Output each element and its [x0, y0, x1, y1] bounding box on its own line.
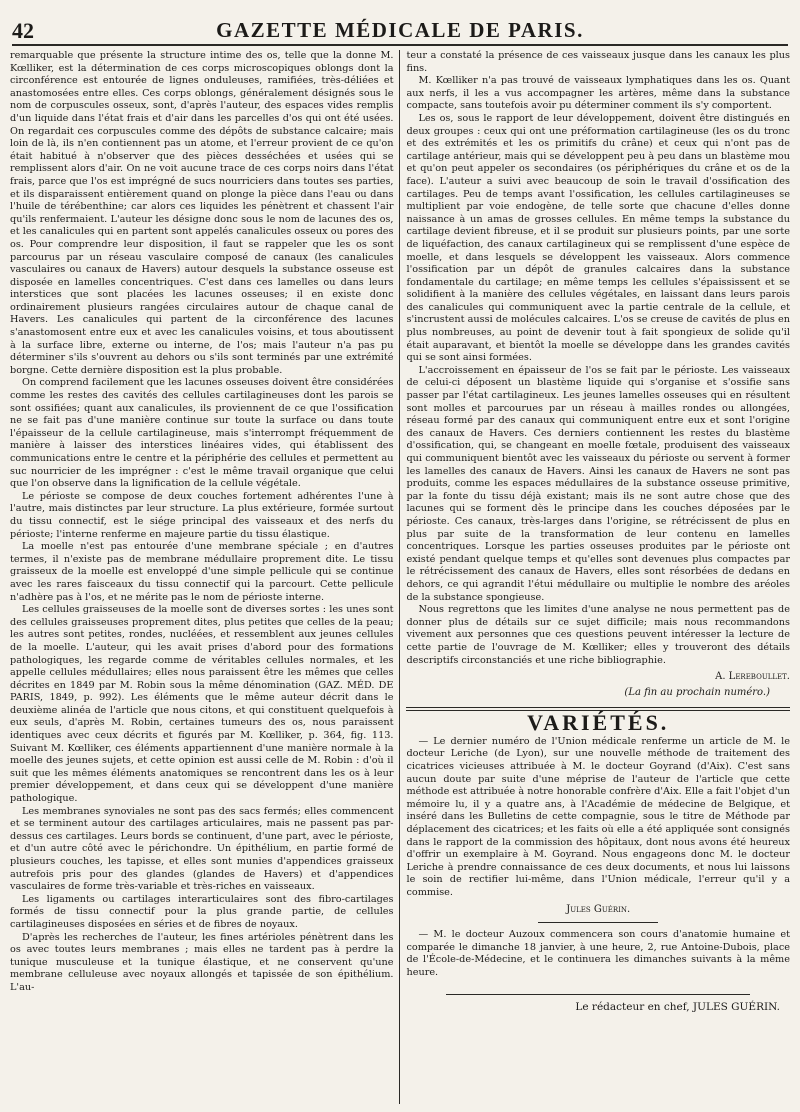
paragraph: teur a constaté la présence de ces vaisseaux jusque dans les canaux les plus fins. — [406, 50, 790, 74]
paragraph: Les ligaments ou cartilages interarticulaires sont des fibro-cartilages formés de tissu connectif pour la plus grande partie, de cellules cartilagineuses disposées en séries et de fibres de noyaux. — [10, 893, 394, 930]
left-column — [10, 50, 399, 1104]
editor-line: Le rédacteur en chef, JULES GUÉRIN. — [575, 1000, 780, 1013]
paragraph: Le périoste se compose de deux couches fortement adhérentes l'une à l'autre, mais distinctes par leur structure. La plus extérieure, formée surtout du tissu connectif, est le siége principal des vaisseaux et des nerfs du périoste; l'interne renferme en majeure partie du tissu élastique. — [10, 490, 394, 540]
paragraph: Les membranes synoviales ne sont pas des sacs fermés; elles commencent et se terminent autour des cartilages articulaires, mais ne passent pas par-dessus ces cartilages. Leurs bords se continuent, d'une part, avec le périoste, et d'un autre côté avec le périchondre. Un épithélium, en partie formé de plusieurs couches, les tapisse, et elles sont munies d'appendices graisseux autrefois pris pour des glandes (glandes de Havers) et d'appendices vasculaires de forme très-variable et très-riches en vaisseaux. — [10, 805, 394, 893]
paragraph: remarquable que présente la structure intime des os, telle que la donne M. Kœlliker, est la détermination de ces corps microscopiques oblongs dont la circonférence est entourée de lignes onduleuses, ramifiées, très-déliées et anastomosées entre elles. Ces corps oblongs, généralement désignés sous le nom de corpuscules osseux, sont, d'après l'auteur, des espaces vides remplis d'un liquide dans l'état frais et d'air dans les parcelles d'os qui ont été usées. On regardait ces corpuscules comme des dépôts de substance calcaire; mais loin de là, ils n'en contiennent pas un atome, et l'erreur provient de ce qu'on était habitué à n'observer que des pièces desséchées et usées qui se remplissent alors d'air. On ne voit aucune trace de ces corps noirs dans l'état frais, parce que l'os est imprégné de sucs nourriciers dans toutes ses parties, et ils disparaissent entièrement quand on plonge la pièce dans l'eau ou dans l'huile de térébenthine; car alors ces liquides les pénètrent et chassent l'air qu'ils renfermaient. L'auteur les désigne donc sous le nom de lacunes des os, et les canalicules qui en partent sont appelés canalicules osseux ou pores des os. Pour comprendre leur disposition, il faut se rappeler que les os sont parcourus par un réseau vasculaire composé de canaux (les canalicules vasculaires ou canaux de Havers) autour desquels la substance osseuse est disposée en lamelles concentriques. C'est dans ces lamelles ou dans leurs interstices que sont placées les lacunes osseuses; il en existe donc ordinairement plusieurs rangées circulaires autour de chaque canal de Havers. Les canalicules qui partent de la circonférence des lacunes s'anastomosent entre eux et avec les canalicules voisins, et tous aboutissent à la surface libre, externe ou interne, de l'os; mais l'auteur n'a pas pu déterminer s'ils s'ouvrent au dehors ou s'ils sont terminés par une extrémité borgne. Cette dernière disposition est la plus probable. — [10, 50, 394, 376]
footer-divider — [446, 994, 750, 995]
page-number: 42 — [12, 18, 34, 43]
paragraph: Nous regrettons que les limites d'une analyse ne nous permettent pas de donner plus de détails sur ce sujet difficile; mais nous recommandons vivement aux personnes que ces questions peuvent intéresser la lecture de cette partie de l'ouvrage de M. Kœlliker; elles y trouveront des détails descriptifs circonstanciés et une riche bibliographie. — [406, 604, 790, 666]
paragraph: Les cellules graisseuses de la moelle sont de diverses sortes : les unes sont des cellules graisseuses proprement dites, plus petites que celles de la peau; les autres sont petites, rondes, nucléées, et ressemblent aux jeunes cellules de la moelle. L'auteur, qui les avait prises d'abord pour des formations pathologiques, les regarde comme de véritables cellules normales, et les appelle cellules médullaires; elles nous paraissent être les mêmes que celles décrites en 1849 par M. Robin sous la même dénomination (GAZ. MÉD. DE PARIS, 1849, p. 992). Les éléments que le même auteur décrit dans le deuxième alinéa de l'article que nous citons, et qui constituent quelquefois à eux seuls, d'après M. Robin, certaines tumeurs des os, nous paraissent identiques avec ceux décrits et figurés par M. Kœlliker, p. 364, fig. 113. Suivant M. Kœlliker, ces éléments appartiennent d'une manière normale à la moelle des jeunes sujets, et cette opinion est aussi celle de M. Robin : d'où il suit que les mêmes éléments anatomiques se rencontrent dans les os à leur premier développement, et dans ceux qui se développent d'une manière pathologique. — [10, 604, 394, 805]
varietes-item: — Le dernier numéro de l'Union médicale renferme un article de M. le docteur Leriche (de Lyon), sur une nouvelle méthode de traitement des cicatrices vicieuses attribuée à M. le docteur Goyrand (d'Aix). C'est sans aucun doute par suite d'une méprise de l'auteur de l'article que cette méthode est attribuée à notre honorable confrère d'Aix. Elle a fait l'objet d'un mémoire lu, il y a quatre ans, à l'Académie de médecine de Belgique, et inséré dans les Bulletins de cette compagnie, sous le titre de Méthode par déplacement des cicatrices; et les faits où elle a été appliquée sont consignés dans le rapport de la commission des hôpitaux, dont nous avons été heureux d'offrir un exemplaire à M. Goyrand. Nous engageons donc M. le docteur Leriche à prendre connaissance de ces deux documents, et nous lui laissons le soin de rectifier lui-même, dans l'Union médicale, l'erreur qu'il y a commise. — [406, 735, 790, 898]
paragraph: L'accroissement en épaisseur de l'os se fait par le périoste. Les vaisseaux de celui-ci déposent un blastème liquide qui s'organise et s'ossifie sans passer par l'état cartilagineux. Les jeunes lamelles osseuses qui en résultent sont molles et parcourues par un réseau à mailles rondes ou allongées, réseau formé par des canaux qui communiquent entre eux et sont l'origine des canaux de Havers. Ces derniers contiennent les restes du blastème d'ossification, qui, se changeant en moelle fœtale, produisent des vaisseaux qui communiquent bientôt avec les vaisseaux du périoste ou servent à former les lamelles des canaux de Havers. Ainsi les canaux de Havers ne sont pas produits, comme les espaces médullaires de la substance osseuse primitive, par la fonte du tissu déjà existant; mais ils ne sont autre chose que des lacunes qui se forment dès le principe dans les couches déposées par le périoste. Ces canaux, très-larges dans l'origine, se rétrécissent de plus en plus par suite de la transformation de leur contenu en lamelles concentriques. Lorsque les parties osseuses produites par le périoste ont existé pendant quelque temps et qu'elles sont devenues plus compactes par le rétrécissement des canaux de Havers, elles sont résorbées de dedans en dehors, ce qui agrandit l'étui médullaire ou multiplie le nombre des aréoles de la substance spongieuse. — [406, 364, 790, 603]
varietes-item: — M. le docteur Auzoux commencera son cours d'anatomie humaine et comparée le dimanche 18 janvier, à une heure, 2, rue Antoine-Dubois, place de l'École-de-Médecine, et le continuera les dimanches suivants à la même heure. — [406, 929, 790, 978]
paragraph: On comprend facilement que les lacunes osseuses doivent être considérées comme les restes des cavités des cellules cartilagineuses dont les parois se sont ossifiées; quant aux canalicules, ils proviennent de ce que l'ossification ne se fait pas d'une manière continue sur toute la surface ou dans toute l'épaisseur de la cellule cartilagineuse, mais s'interrompt fréquemment de manière à laisser des interstices linéaires vides, qui établissent des communications entre le centre et la périphérie des cellules et permettent au suc nourricier de les imprégner : c'est le même travail organique que celui que l'on observe dans la lignification de la cellule végétale. — [10, 377, 394, 490]
article-signature: A. Lereboullet. — [715, 671, 790, 683]
item-signature: Jules Guérin. — [566, 903, 631, 915]
paragraph: La moelle n'est pas entourée d'une membrane spéciale ; en d'autres termes, il n'existe pas de membrane médullaire proprement dite. Le tissu graisseux de la moelle est enveloppé d'une simple pellicule qui se continue avec les rares faisceaux du tissu connectif qui la parcourt. Cette pellicule n'adhère pas à l'os, et ne mérite pas le nom de périoste interne. — [10, 541, 394, 603]
paragraph: D'après les recherches de l'auteur, les fines artérioles pénètrent dans les os avec toutes leurs membranes ; mais elles ne tardent pas à perdre la tunique musculeuse et la tunique élastique, et ne conservent qu'une membrane celluleuse avec noyaux allongés et tapissée de son épithélium. L'au- — [10, 931, 394, 993]
continuation-note: (La fin au prochain numéro.) — [624, 686, 770, 698]
paragraph: M. Kœlliker n'a pas trouvé de vaisseaux lymphatiques dans les os. Quant aux nerfs, il les a vus accompagner les artères, même dans la substance compacte, sans toutefois avoir pu déterminer comment ils s'y comportent. — [406, 75, 790, 112]
item-divider — [538, 922, 658, 923]
text-columns — [10, 50, 790, 1104]
right-column — [399, 50, 790, 1104]
page-header — [12, 18, 788, 46]
section-title-varietes: VARIÉTÉS. — [527, 710, 670, 736]
paragraph: Les os, sous le rapport de leur développement, doivent être distingués en deux groupes : ceux qui ont une préformation cartilagineuse (les os du tronc et des extrémités et les os primitifs du crâne) et ceux qui n'ont pas de cartilage antérieur, mais qui se développent peu à peu dans un blastème mou et qu'on peut appeler os secondaires (os périphériques du crâne et os de la face). L'auteur a suivi avec beaucoup de soin le travail d'ossification des cartilages. Peu de temps avant l'ossification, les cellules cartilagineuses se multiplient par voie endogène, de telle sorte que chacune d'elles donne naissance à un amas de grosses cellules. En même temps la substance du cartilage devient fibreuse, et il se produit sur plusieurs points, par une sorte de liquéfaction, des canaux cartilagineux qui se remplissent d'une espèce de moelle, et dans lesquels se développent les vaisseaux. Alors commence l'ossification par un dépôt de granules calcaires dans la substance fondamentale du cartilage; en même temps les cellules s'épaississent et se solidifient à la manière des cellules végétales, en laissant dans leurs parois des canalicules qui communiquent avec la partie centrale de la cellule, et s'incrustent aussi de molécules calcaires. L'os se creuse de cavités de plus en plus nombreuses, au point de devenir tout à fait spongieux de solide qu'il était auparavant, et bientôt la moelle se développe dans les grandes cavités qui se sont ainsi formées. — [406, 112, 790, 364]
journal-title: GAZETTE MÉDICALE DE PARIS. — [216, 18, 584, 42]
